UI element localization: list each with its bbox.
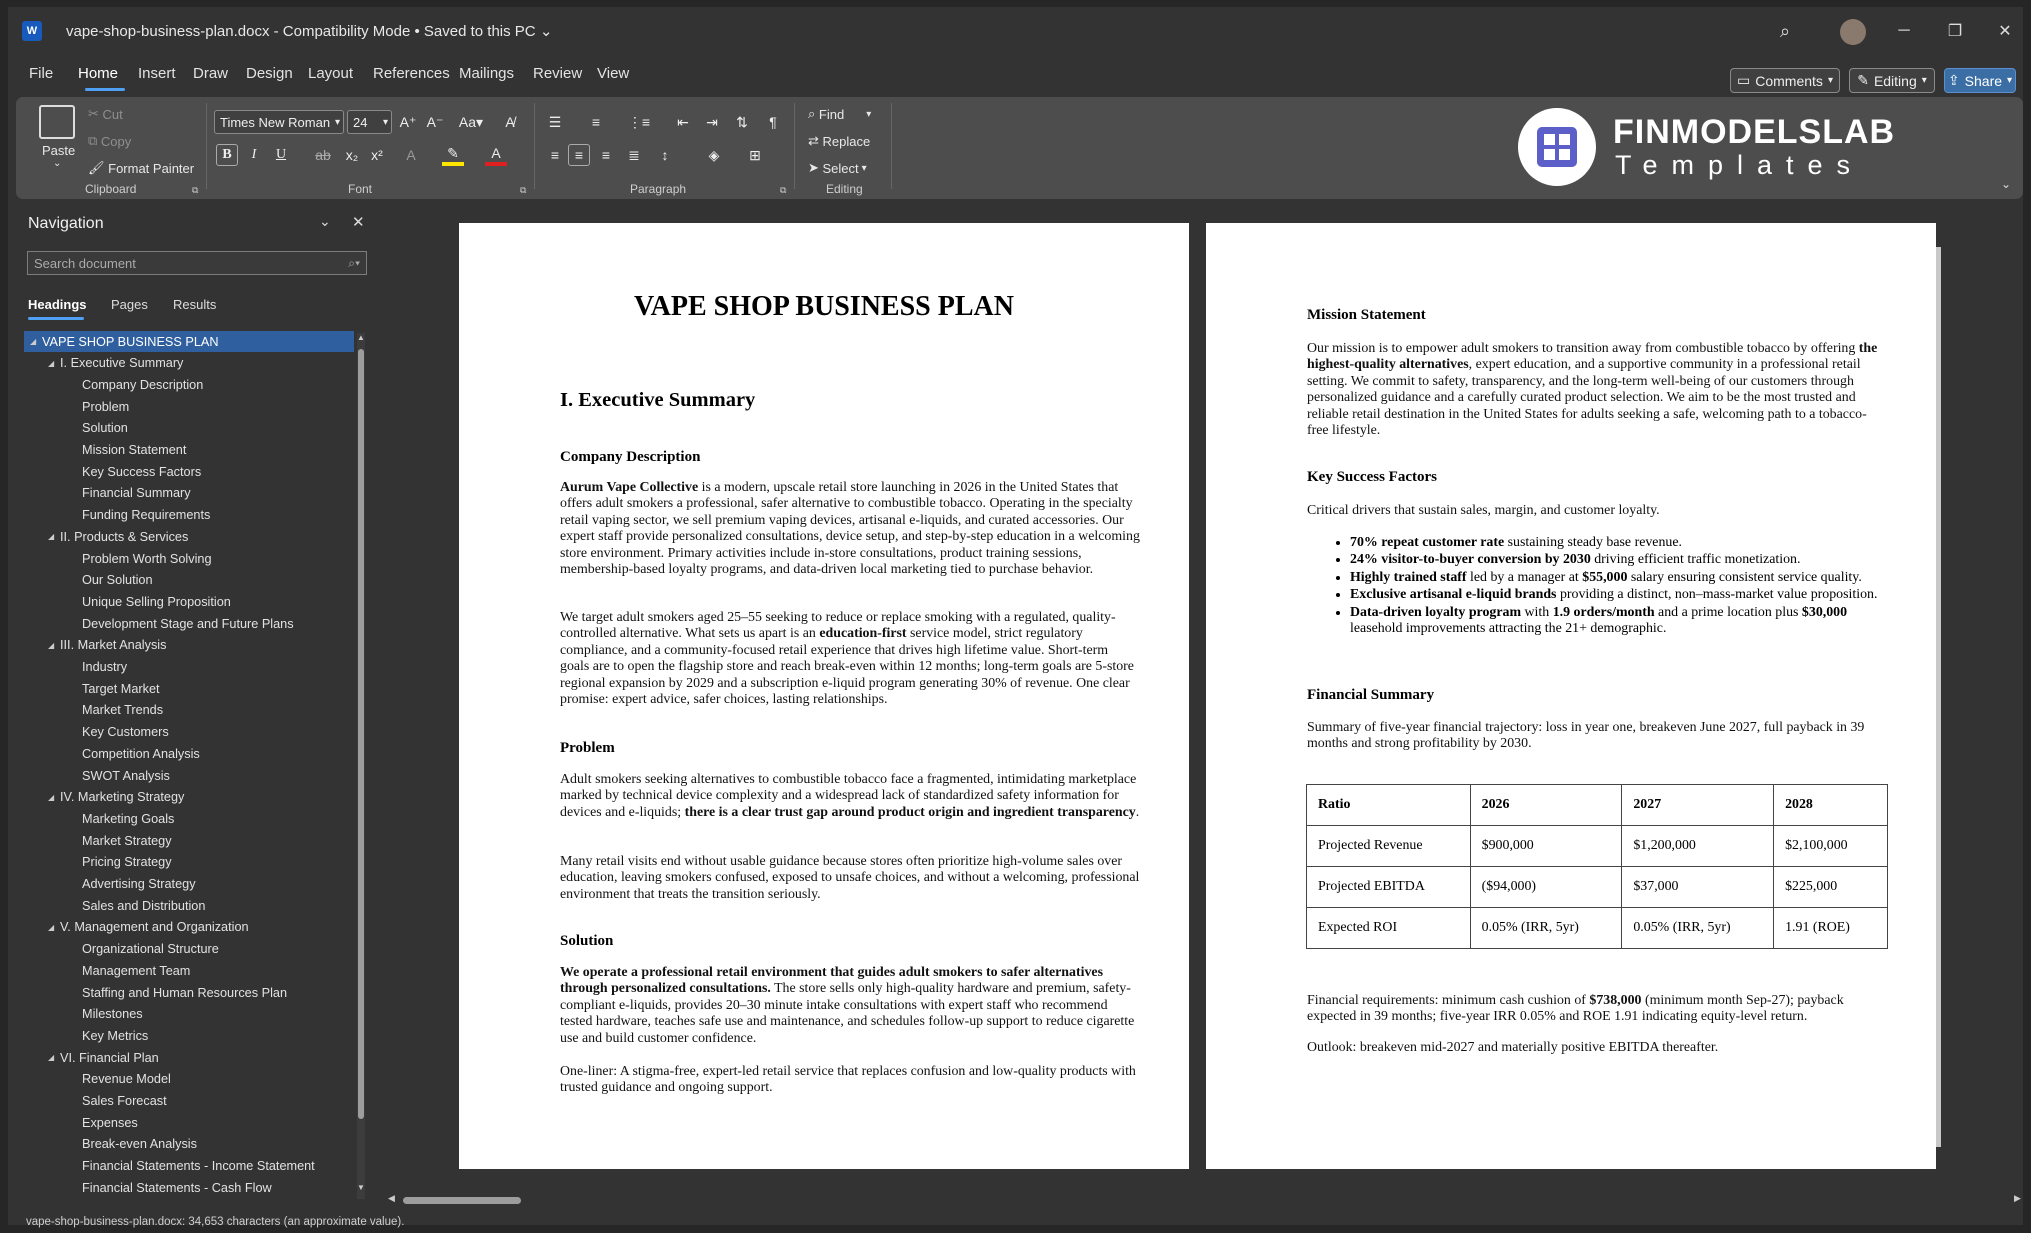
collapse-caret-icon[interactable]: ◢ [48,792,55,802]
tab-references[interactable]: References [373,65,450,82]
justify-icon[interactable]: ≣ [628,146,640,163]
replace-button[interactable] [808,133,870,149]
table-cell: ($94,000) [1470,867,1622,908]
heading-company-description: Company Description [560,449,701,465]
change-case-icon[interactable]: Aa▾ [458,113,484,130]
search-icon[interactable]: ⌕ [1780,21,1791,41]
nav-heading-label: Key Success Factors [82,464,202,479]
comment-icon: ▭ [1737,72,1751,88]
bold-run: 1.9 orders/month [1552,604,1655,620]
text-run: leasehold improvements attracting the 21+ demographic. [1350,621,1667,637]
tab-mailings[interactable]: Mailings [459,65,515,82]
nav-heading-label: Financial Statements - Cash Flow [82,1180,272,1195]
collapse-caret-icon[interactable]: ◢ [48,922,55,932]
find-label: Find [818,106,845,122]
nav-heading-label: IV. Marketing Strategy [60,790,185,805]
replace-label: Replace [822,133,871,149]
font-size-select[interactable] [347,110,392,134]
scissors-icon: ✂ [88,106,103,121]
table-header-cell: 2026 [1470,785,1622,826]
nav-heading-label: Key Customers [82,725,169,740]
highlight-icon[interactable]: ✎ [442,144,464,166]
format-painter-label: Format Painter [108,160,195,176]
align-center-icon[interactable]: ≡ [568,144,590,166]
launcher-icon[interactable]: ⧉ [192,185,199,195]
nav-heading-label: Milestones [82,1007,143,1022]
select-button[interactable] [808,160,867,176]
collapse-ribbon-icon[interactable]: ⌄ [2001,177,2012,191]
nav-heading-label: Key Metrics [82,1028,149,1043]
nav-heading-item[interactable] [24,570,354,591]
nav-heading-item[interactable] [24,917,354,938]
cut-label: Cut [102,106,123,122]
problem-paragraph-1 [560,772,1140,821]
sort-icon[interactable]: ⇅ [736,113,748,130]
table-row [1307,826,1888,867]
text-run: . [1135,804,1140,820]
chevron-down-icon: ▾ [1921,75,1927,86]
italic-icon[interactable]: I [251,147,257,162]
bullets-icon[interactable]: ☰ [548,113,562,130]
font-color-icon[interactable]: A [485,144,507,166]
search-placeholder: Search document [34,255,136,271]
nav-scroll-thumb[interactable] [358,349,364,1119]
document-page-2[interactable] [1206,223,1936,1169]
page-edge [1936,247,1941,1147]
editing-group-label: Editing [826,182,863,196]
grow-font-icon[interactable]: A⁺ [399,113,417,130]
list-item [1350,570,1890,586]
nav-heading-label: Company Description [82,377,204,392]
nav-heading-item[interactable] [24,374,354,395]
nav-heading-label: Sales and Distribution [82,898,206,913]
nav-heading-label: VI. Financial Plan [60,1050,159,1065]
nav-heading-item[interactable] [24,440,354,461]
text-run: salary ensuring consistent service quality. [1627,569,1862,585]
text-run: with [1521,604,1553,620]
divider [794,103,795,189]
paragraph-group-label: Paragraph [630,182,687,196]
chevron-down-icon: ▾ [382,116,388,128]
shrink-font-icon[interactable]: A⁻ [426,113,444,130]
text-run: Adult smokers seeking alternatives to combustible tobacco face a fragmented, intimidating marketplace marked by technical device complexity and a widespread lack of standardized safety information for devices and e-liquids; [560,772,1137,820]
collapse-caret-icon[interactable]: ◢ [48,640,55,650]
bold-run: $30,000 [1801,604,1848,620]
bold-run: $55,000 [1582,569,1628,585]
nav-heading-item[interactable] [24,939,354,960]
copy-label: Copy [100,133,132,149]
launcher-icon[interactable]: ⧉ [520,185,527,195]
chevron-down-icon: ▾ [2007,75,2013,86]
table-row [1307,908,1888,949]
text-run: driving efficient traffic monetization. [1590,552,1801,568]
company-name: Aurum Vape Collective [560,480,699,495]
title-bar [8,7,2023,57]
nav-heading-label: Revenue Model [82,1072,171,1087]
decrease-indent-icon[interactable]: ⇤ [677,113,689,130]
divider [206,103,207,189]
tab-pages[interactable]: Pages [111,297,148,312]
financial-requirements-paragraph [1307,993,1887,1026]
text-run: service model, strict regulatory compliance, and a community-focused retail experience that drives high lifetime value. Short-term goals are to open the flagship store and reach break-even within 12 months; long-term goals are 5-store regional expansion by 2029 and a subscription e-liquid program generating 30% of revenue. One clear promise: expert advice, safer choices, lasting relationships. [560,626,1134,708]
nav-heading-label: VAPE SHOP BUSINESS PLAN [42,334,219,349]
chevron-down-icon: ▾ [866,108,872,120]
solution-paragraph-2: One-liner: A stigma-free, expert-led retail service that replaces confusion and low-quality products with trusted guidance and ongoing support. [560,1064,1136,1096]
navigation-title: Navigation [28,215,104,232]
nav-heading-item[interactable] [24,505,354,526]
table-header-cell: 2027 [1622,785,1774,826]
nav-heading-label: Our Solution [82,573,153,588]
nav-heading-item[interactable] [24,1134,354,1155]
nav-heading-label: Industry [82,660,128,674]
nav-heading-item[interactable] [24,657,354,678]
nav-heading-label: Marketing Goals [82,811,175,826]
bold-run: We operate a professional retail environment that guides adult smokers to safer alternatives through personalized consultations. [560,965,1103,997]
text-run: The store sells only high-quality hardware and premium, safety-compliant e-liquids, provides 20–30 minute intake consultations with expert staff who recommend tested hardware, teaches safe use and maintenance, and schedules follow-up support to reduce cigarette use and build customer confidence. [560,981,1135,1046]
table-header-row [1307,785,1888,826]
headings-list [24,331,354,1197]
nav-heading-item[interactable] [24,808,354,829]
document-title[interactable] [66,22,552,40]
list-item [1350,535,1890,551]
copy-button[interactable] [88,133,131,149]
nav-heading-label: Target Market [82,681,160,696]
brush-icon: 🖌 [88,160,109,175]
table-cell: $2,100,000 [1774,826,1888,867]
table-header-cell: Ratio [1307,785,1471,826]
tab-layout[interactable]: Layout [308,65,354,82]
collapse-caret-icon[interactable]: ◢ [30,337,37,346]
chevron-down-icon[interactable]: ⌄ [319,213,331,229]
nav-heading-item[interactable] [24,526,354,547]
nav-heading-label: I. Executive Summary [60,356,184,371]
ksf-intro: Critical drivers that sustain sales, margin, and customer loyalty. [1307,503,1660,518]
word-logo-icon[interactable]: W [22,21,42,41]
editing-label: Editing [1873,72,1917,89]
scroll-right-icon[interactable]: ▶ [2014,1193,2021,1203]
nav-heading-label: Break-even Analysis [82,1137,197,1152]
divider [891,103,892,189]
table-cell: 0.05% (IRR, 5yr) [1470,908,1622,949]
cursor-icon: ➤ [808,160,823,175]
bold-run: education-first [819,626,907,642]
bold-run: Exclusive artisanal e-liquid brands [1350,587,1557,603]
nav-heading-item[interactable] [24,722,354,743]
paste-button[interactable]: Paste [42,143,76,158]
document-title-heading: VAPE SHOP BUSINESS PLAN [634,291,1014,322]
strikethrough-icon[interactable]: ab [315,147,331,163]
status-bar-text: vape-shop-business-plan.docx: 34,653 characters (an approximate value). [26,1216,405,1228]
line-spacing-icon[interactable]: ↕ [661,147,669,163]
nav-heading-item[interactable] [24,396,354,417]
problem-paragraph-2: Many retail visits end without usable guidance because stores often prioritize high-volume sales over education, leaving smokers confused, exposed to unsafe choices, and without a welcoming, professional environment that treats the transition seriously. [560,854,1140,902]
document-title-text: vape-shop-business-plan.docx - Compatibility Mode • Saved to this PC [66,23,536,40]
list-item [1350,587,1890,603]
bold-run: $738,000 [1589,993,1642,1008]
nav-heading-item[interactable] [24,1112,354,1133]
nav-heading-label: V. Management and Organization [60,920,249,935]
tab-file[interactable]: File [29,65,54,82]
shading-icon[interactable]: ◈ [708,146,720,163]
align-right-icon[interactable]: ≡ [601,147,611,163]
search-icon: ⌕▾ [348,255,360,270]
nav-heading-label: SWOT Analysis [82,768,170,783]
nav-heading-item[interactable] [24,700,354,721]
nav-heading-item[interactable] [24,1091,354,1112]
nav-heading-item[interactable] [24,852,354,873]
nav-heading-item[interactable] [24,830,354,851]
share-label: Share [1964,72,2003,89]
nav-heading-label: Development Stage and Future Plans [82,616,294,631]
nav-heading-item[interactable] [24,353,354,374]
nav-heading-label: Solution [82,421,128,436]
share-button[interactable] [1944,68,2016,93]
collapse-caret-icon[interactable]: ◢ [48,358,55,368]
nav-heading-item[interactable] [24,787,354,808]
comments-button[interactable] [1730,68,1840,93]
table-cell: $37,000 [1622,867,1774,908]
nav-heading-item[interactable] [24,1156,354,1177]
text-run: led by a manager at [1466,569,1583,585]
text-run: (minimum month Sep-27); payback expected in 39 months; five-year IRR 0.05% and ROE 1.91 indicating equity-level return. [1307,993,1844,1025]
nav-heading-label: Funding Requirements [82,508,211,523]
font-group-label: Font [348,182,373,196]
table-header-cell: 2028 [1774,785,1888,826]
mission-paragraph [1307,341,1887,439]
borders-icon[interactable]: ⊞ [749,146,761,163]
tab-review[interactable]: Review [533,65,583,82]
chevron-down-icon: ⌄ [539,23,553,40]
nav-heading-item[interactable] [24,461,354,482]
tab-headings[interactable]: Headings [28,297,87,312]
table-cell: $1,200,000 [1622,826,1774,867]
text-run: Our mission is to empower adult smokers to transition away from combustible tobacco by offering [1307,341,1859,356]
bold-run: Highly trained staff [1350,569,1467,585]
underline-icon[interactable]: U [275,147,287,162]
increase-indent-icon[interactable]: ⇥ [706,113,718,130]
close-icon[interactable]: ✕ [352,214,365,231]
nav-heading-item[interactable] [24,874,354,895]
search-icon: ⌕ [808,106,819,121]
heading-mission-statement: Mission Statement [1307,307,1426,323]
nav-heading-item[interactable] [24,1004,354,1025]
brand-logo [1518,108,1596,186]
heading-problem: Problem [560,740,615,756]
list-item [1350,552,1890,568]
table-cell: Projected EBITDA [1307,867,1471,908]
bold-run: the highest-quality alternatives [1307,341,1878,373]
nav-heading-item[interactable] [24,1069,354,1090]
close-button[interactable]: ✕ [1998,23,2012,40]
financial-table [1306,784,1888,949]
nav-heading-item[interactable] [24,960,354,981]
nav-heading-item[interactable] [24,635,354,656]
text-effects-icon[interactable]: A [406,147,416,163]
nav-heading-label: Management Team [82,963,191,978]
horizontal-scroll-thumb[interactable] [403,1197,521,1204]
editing-mode-button[interactable] [1849,68,1935,93]
nav-heading-item[interactable] [24,743,354,764]
nav-heading-item[interactable] [24,331,354,352]
nav-heading-label: Sales Forecast [82,1094,167,1108]
nav-heading-label: Market Trends [82,703,164,718]
text-run: Financial requirements: minimum cash cushion of [1307,993,1590,1008]
collapse-caret-icon[interactable]: ◢ [48,1053,55,1063]
nav-heading-item[interactable] [24,1047,354,1068]
search-input[interactable] [27,251,367,275]
outlook-paragraph: Outlook: breakeven mid-2027 and materially positive EBITDA thereafter. [1307,1040,1719,1055]
company-text: is a modern, upscale retail store launching in 2026 in the United States that offers adult smokers a professional, safer alternative to combustible tobacco. Operating in the specialty retail vaping sector, we sell premium vaping devices, artisanal e-liquids, and curated accessories. Our expert staff provide personalized consultations, device setup, and step-by-step education in a welcoming store environment. Primary activities include in-store consultations, product training sessions, membership-based loyalty programs, and data-driven local marketing tied to purchase behavior. [560,480,1140,578]
font-name-select[interactable] [214,110,344,134]
tab-headings-underline [28,317,84,320]
list-item [1350,605,1890,638]
clear-formatting-icon[interactable]: A̸ [505,114,515,130]
show-formatting-icon[interactable]: ¶ [769,114,777,130]
font-name-value: Times New Roman [220,114,331,130]
brand-subtitle: Templates [1615,150,1865,180]
nav-heading-label: Financial Statements - Income Statement [82,1159,315,1174]
cut-button[interactable] [88,106,123,122]
nav-heading-label: III. Market Analysis [60,638,167,653]
clipboard-group-label: Clipboard [85,182,137,196]
font-size-value: 24 [353,114,368,130]
divider [534,103,535,189]
align-left-icon[interactable]: ≡ [550,147,560,163]
nav-heading-item[interactable] [24,548,354,569]
bold-run: 70% repeat customer rate [1350,535,1505,550]
avatar[interactable] [1840,19,1866,45]
text-run: , expert education, and a supportive community in a professional retail setting. We commit to safety, transparency, and the long-term well-being of our customers through personalized guidance and a carefully curated product selection. We aim to be the most trusted and reliable retail destination in the United States for adults seeking a safe, welcoming path to a tobacco-free lifestyle. [1307,357,1867,439]
text-run: providing a distinct, non–mass-market value proposition. [1556,587,1878,603]
nav-heading-label: Advertising Strategy [82,877,196,891]
solution-paragraph-1 [560,965,1140,1047]
nav-heading-label: Staffing and Human Resources Plan [82,985,288,1000]
nav-heading-item[interactable] [24,418,354,439]
scroll-left-icon[interactable]: ◀ [388,1193,395,1203]
format-painter-button[interactable] [88,160,194,176]
nav-heading-label: Market Strategy [82,833,172,848]
heading-executive-summary: I. Executive Summary [560,389,756,411]
table-row [1307,867,1888,908]
chevron-down-icon: ▾ [1827,75,1833,86]
table-cell: 1.91 (ROE) [1774,908,1888,949]
nav-heading-item[interactable] [24,1025,354,1046]
nav-heading-label: Mission Statement [82,443,187,457]
replace-icon: ⇄ [808,133,823,148]
nav-heading-label: Expenses [82,1115,138,1130]
nav-heading-item[interactable] [24,678,354,699]
brand-name: FINMODELSLAB [1613,113,1896,151]
nav-heading-item[interactable] [24,895,354,916]
paste-icon[interactable] [39,105,75,139]
nav-heading-item[interactable] [24,1177,354,1197]
subscript-icon[interactable]: x₂ [345,147,359,163]
tab-results[interactable]: Results [173,297,217,312]
text-run: sustaining steady base revenue. [1504,535,1682,550]
document-page-1[interactable] [459,223,1189,1169]
nav-heading-label: Unique Selling Proposition [82,594,231,609]
copy-icon: ⧉ [88,133,101,148]
collapse-caret-icon[interactable]: ◢ [48,532,55,542]
nav-heading-item[interactable] [24,613,354,634]
chevron-down-icon: ▾ [861,162,867,174]
nav-heading-label: Pricing Strategy [82,855,172,870]
bold-run: 24% visitor-to-buyer conversion by 2030 [1350,552,1591,568]
nav-heading-item[interactable] [24,591,354,612]
numbering-icon[interactable]: ≡ [591,114,601,130]
text-run: We target adult smokers aged 25–55 seeking to reduce or replace smoking with a regulated, quality-controlled alternative. What sets us apart is an [560,610,1116,642]
launcher-icon[interactable]: ⧉ [780,185,787,195]
bold-run: Data-driven loyalty program [1350,604,1522,620]
table-cell: 0.05% (IRR, 5yr) [1622,908,1774,949]
nav-heading-item[interactable] [24,765,354,786]
tab-home[interactable]: Home [78,65,119,82]
nav-heading-label: Problem Worth Solving [82,551,212,566]
bold-run: there is a clear trust gap around product origin and ingredient transparency [684,804,1136,820]
chevron-down-icon[interactable]: ⌄ [53,158,62,169]
superscript-icon[interactable]: x² [371,147,383,163]
scroll-down-icon[interactable]: ▼ [357,1183,365,1192]
tab-draw[interactable]: Draw [193,65,229,82]
maximize-button[interactable]: ❐ [1947,23,1963,40]
key-success-factors-list [1350,535,1890,638]
tab-view[interactable]: View [597,65,630,82]
table-cell: Expected ROI [1307,908,1471,949]
heading-key-success-factors: Key Success Factors [1307,469,1437,485]
financial-summary-paragraph: Summary of five-year financial trajectory: loss in year one, breakeven June 2027, full payback in 39 months and strong profitability by 2030. [1307,720,1865,752]
nav-heading-label: II. Products & Services [60,529,189,544]
text-run: and a prime location plus [1654,604,1802,620]
chevron-down-icon: ▾ [334,116,340,128]
find-button[interactable] [808,106,871,122]
heading-financial-summary: Financial Summary [1307,687,1435,703]
nav-heading-item[interactable] [24,982,354,1003]
company-paragraph-1 [560,480,1140,578]
tab-home-underline [85,88,125,91]
nav-heading-label: Competition Analysis [82,746,200,761]
tab-insert[interactable]: Insert [138,65,176,82]
table-cell: Projected Revenue [1307,826,1471,867]
table-cell: $225,000 [1774,867,1888,908]
comments-label: Comments [1755,72,1823,89]
heading-solution: Solution [560,933,614,949]
nav-heading-label: Organizational Structure [82,942,219,957]
tab-design[interactable]: Design [246,65,293,82]
pencil-icon: ✎ [1857,72,1869,88]
grid-icon [1535,125,1579,169]
company-paragraph-2 [560,610,1140,708]
nav-heading-item[interactable] [24,483,354,504]
bold-icon[interactable]: B [216,144,238,166]
nav-heading-label: Financial Summary [82,486,191,501]
minimize-button[interactable]: ─ [1898,22,1910,39]
nav-heading-label: Problem [82,399,130,414]
multilevel-list-icon[interactable]: ⋮≡ [627,113,651,130]
scroll-up-icon[interactable]: ▲ [357,333,365,342]
table-cell: $900,000 [1470,826,1622,867]
share-icon: ⇪ [1947,72,1960,88]
select-label: Select [822,160,859,176]
